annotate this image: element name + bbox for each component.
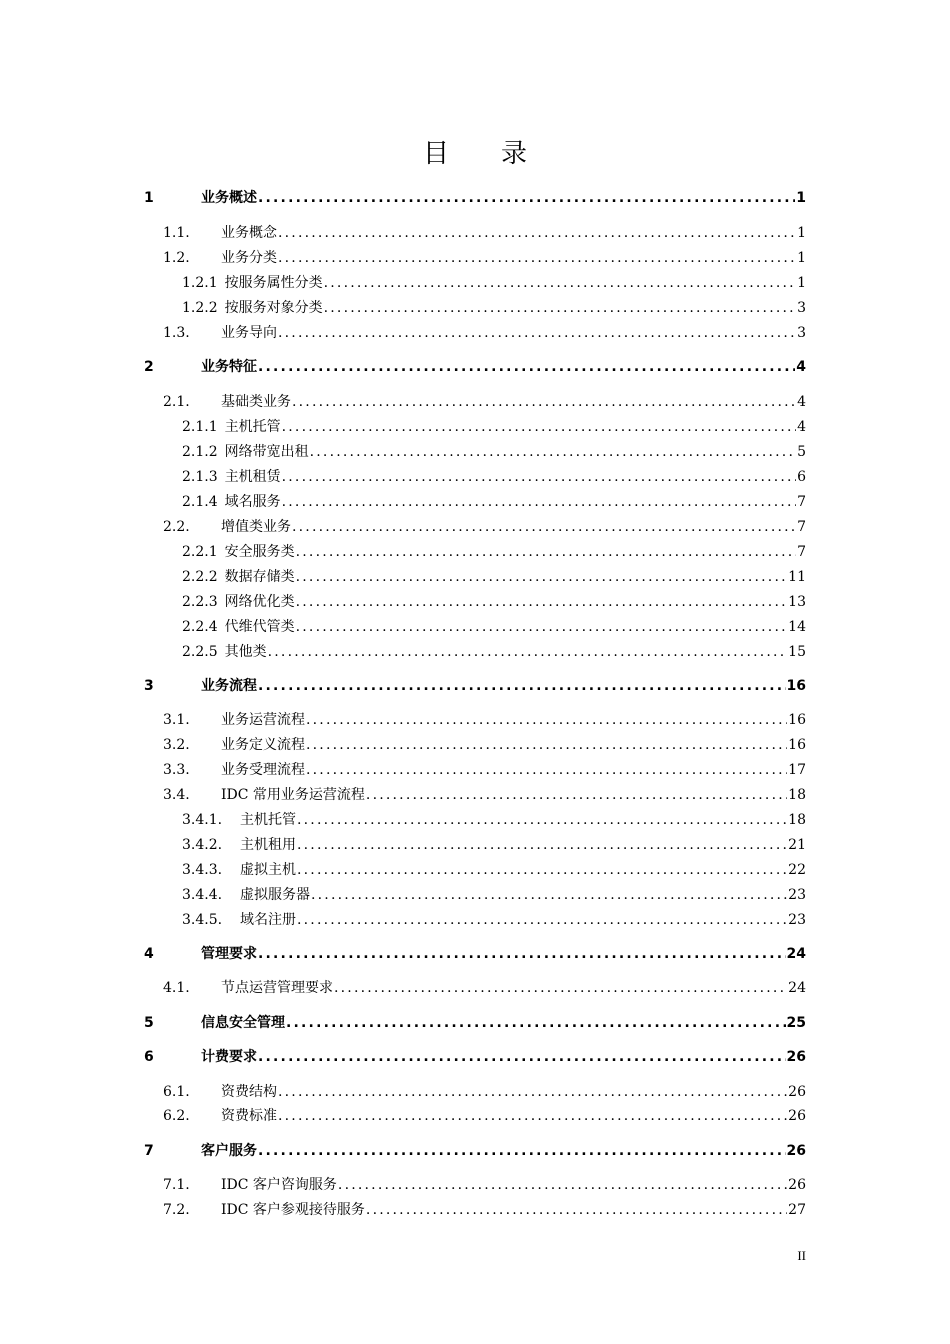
toc-entry-title: 业务流程 <box>201 678 257 694</box>
toc-entry-number: 2.1.3 <box>182 469 218 485</box>
toc-leader-dots <box>334 979 787 997</box>
toc-leader-dots <box>306 736 787 754</box>
toc-entry-title: 业务定义流程 <box>221 737 305 753</box>
toc-entry-page: 1 <box>797 225 806 241</box>
toc-entry-page: 24 <box>788 980 806 996</box>
toc-entry[interactable] <box>163 711 806 729</box>
toc-entry[interactable] <box>163 979 806 997</box>
toc-entry[interactable] <box>144 358 806 376</box>
toc-entry[interactable] <box>182 443 806 461</box>
toc-entry-title: 主机托管 <box>224 419 281 435</box>
toc-entry-page: 22 <box>788 862 806 878</box>
toc-entry-title: 主机托管 <box>240 812 296 828</box>
page-title <box>0 133 950 170</box>
toc-entry-title: 业务运营流程 <box>221 712 305 728</box>
toc-entry-title: 业务概念 <box>221 225 277 241</box>
toc-entry[interactable] <box>182 543 806 561</box>
toc-entry-number: 3.4. <box>163 787 190 803</box>
toc-entry-title: 计费要求 <box>201 1049 257 1065</box>
toc-entry-number: 5 <box>144 1015 154 1031</box>
toc-entry-page: 26 <box>788 1084 806 1100</box>
toc-leader-dots <box>278 224 796 242</box>
toc-entry[interactable] <box>182 299 806 317</box>
toc-entry-page: 13 <box>788 594 806 610</box>
toc-entry-number: 7 <box>144 1143 154 1159</box>
toc-entry[interactable] <box>163 393 806 411</box>
toc-leader-dots <box>282 468 796 486</box>
toc-entry-page: 26 <box>786 1049 806 1065</box>
toc-entry-page: 14 <box>788 619 806 635</box>
toc-entry-number: 2.2. <box>163 519 190 535</box>
toc-entry-number: 6 <box>144 1049 154 1065</box>
toc-leader-dots <box>297 861 787 879</box>
toc-leader-dots <box>282 418 796 436</box>
toc-entry-page: 26 <box>786 1143 806 1159</box>
toc-entry-number: 6.1. <box>163 1084 190 1100</box>
toc-entry-page: 1 <box>796 190 806 206</box>
toc-entry[interactable] <box>144 189 806 207</box>
toc-entry-number: 3.4.1. <box>182 812 223 828</box>
toc-leader-dots <box>258 189 795 207</box>
toc-entry-page: 23 <box>788 887 806 903</box>
toc-entry-number: 3 <box>144 678 154 694</box>
toc-entry-title: 业务概述 <box>201 190 257 206</box>
toc-entry[interactable] <box>144 1014 806 1032</box>
toc-entry-page: 17 <box>788 762 806 778</box>
toc-entry-page: 26 <box>788 1108 806 1124</box>
toc-entry-page: 7 <box>797 544 806 560</box>
toc-leader-dots <box>338 1176 787 1194</box>
toc-entry-title: 管理要求 <box>201 946 257 962</box>
toc-entry-page: 23 <box>788 912 806 928</box>
toc-entry-title: 网络优化类 <box>224 594 295 610</box>
toc-entry-number: 2.2.3 <box>182 594 218 610</box>
toc-entry[interactable] <box>182 493 806 511</box>
toc-entry-page: 21 <box>788 837 806 853</box>
toc-entry[interactable] <box>163 786 806 804</box>
toc-leader-dots <box>296 618 788 636</box>
toc-entry-page: 27 <box>788 1202 806 1218</box>
toc-entry-page: 26 <box>788 1177 806 1193</box>
toc-entry-page: 18 <box>788 787 806 803</box>
toc-entry-number: 3.4.3. <box>182 862 223 878</box>
toc-leader-dots <box>366 1201 787 1219</box>
toc-entry-page: 16 <box>788 712 806 728</box>
toc-leader-dots <box>297 811 787 829</box>
toc-entry-title: 业务分类 <box>221 250 277 266</box>
toc-leader-dots <box>311 886 787 904</box>
toc-entry-title: 业务导向 <box>221 325 277 341</box>
toc-entry[interactable] <box>163 761 806 779</box>
toc-entry-page: 11 <box>788 569 806 585</box>
toc-entry-title: 资费标准 <box>221 1108 277 1124</box>
toc-entry-number: 2.2.1 <box>182 544 218 560</box>
title-char-1: 目 <box>422 139 449 169</box>
toc-entry-title: 网络带宽出租 <box>224 444 309 460</box>
toc-leader-dots <box>306 711 787 729</box>
toc-entry[interactable] <box>182 643 806 661</box>
toc-entry[interactable] <box>163 224 806 242</box>
toc-entry[interactable] <box>182 836 806 854</box>
toc-entry-number: 1.2. <box>163 250 190 266</box>
title-char-2: 录 <box>501 139 528 169</box>
toc-leader-dots <box>297 836 787 854</box>
toc-leader-dots <box>297 911 787 929</box>
toc-leader-dots <box>278 324 796 342</box>
toc-entry[interactable] <box>163 1083 806 1101</box>
toc-entry-title: 业务特征 <box>201 359 257 375</box>
toc-leader-dots <box>324 299 796 317</box>
toc-entry-page: 4 <box>797 394 806 410</box>
toc-entry-number: 1.2.2 <box>182 300 218 316</box>
toc-entry-title: 代维代管类 <box>224 619 295 635</box>
toc-entry-number: 1.1. <box>163 225 190 241</box>
toc-entry-page: 25 <box>786 1015 806 1031</box>
toc-leader-dots <box>278 249 796 267</box>
toc-entry[interactable] <box>182 468 806 486</box>
toc-entry-title: IDC 客户咨询服务 <box>221 1177 337 1193</box>
toc-leader-dots <box>268 643 788 661</box>
toc-entry-page: 18 <box>788 812 806 828</box>
toc-entry[interactable] <box>182 418 806 436</box>
toc-entry-page: 7 <box>797 519 806 535</box>
toc-entry-number: 3.3. <box>163 762 190 778</box>
toc-entry[interactable] <box>182 861 806 879</box>
toc-entry[interactable] <box>163 1201 806 1219</box>
toc-entry-title: 虚拟主机 <box>240 862 296 878</box>
toc-entry[interactable] <box>182 618 806 636</box>
toc-entry[interactable] <box>163 736 806 754</box>
toc-entry-title: 主机租用 <box>240 837 296 853</box>
toc-entry-number: 7.1. <box>163 1177 190 1193</box>
toc-entry-page: 7 <box>797 494 806 510</box>
toc-entry-number: 3.1. <box>163 712 190 728</box>
toc-entry-page: 16 <box>788 737 806 753</box>
toc-entry-number: 2.1.4 <box>182 494 218 510</box>
toc-leader-dots <box>258 677 786 695</box>
toc-entry-title: 主机租赁 <box>224 469 281 485</box>
toc-entry-number: 1 <box>144 190 154 206</box>
toc-entry-number: 3.4.5. <box>182 912 223 928</box>
toc-entry-number: 7.2. <box>163 1202 190 1218</box>
toc-entry-title: 域名注册 <box>240 912 296 928</box>
toc-leader-dots <box>296 593 788 611</box>
toc-entry-title: 增值类业务 <box>221 519 291 535</box>
toc-entry-page: 5 <box>797 444 806 460</box>
toc-leader-dots <box>258 945 786 963</box>
toc-entry-title: 信息安全管理 <box>201 1015 285 1031</box>
toc-entry-page: 6 <box>797 469 806 485</box>
toc-leader-dots <box>296 568 788 586</box>
toc-entry[interactable] <box>163 249 806 267</box>
toc-leader-dots <box>292 518 796 536</box>
toc-entry-page: 3 <box>797 300 806 316</box>
toc-entry-number: 4 <box>144 946 154 962</box>
toc-entry-title: 节点运营管理要求 <box>221 980 333 996</box>
toc-entry[interactable] <box>163 1107 806 1125</box>
toc-entry-number: 2.1.1 <box>182 419 218 435</box>
toc-entry-title: IDC 客户参观接待服务 <box>221 1202 365 1218</box>
toc-entry-number: 3.4.4. <box>182 887 223 903</box>
toc-entry[interactable] <box>144 945 806 963</box>
toc-entry-title: 客户服务 <box>201 1143 257 1159</box>
toc-leader-dots <box>278 1083 787 1101</box>
toc-entry-title: 数据存储类 <box>224 569 295 585</box>
toc-entry-number: 2.1. <box>163 394 190 410</box>
toc-entry-number: 3.4.2. <box>182 837 223 853</box>
toc-entry-page: 4 <box>796 359 806 375</box>
toc-entry-title: 域名服务 <box>224 494 281 510</box>
toc-entry-number: 3.2. <box>163 737 190 753</box>
toc-entry[interactable] <box>144 677 806 695</box>
toc-entry[interactable] <box>182 911 806 929</box>
toc-entry-number: 1.2.1 <box>182 275 218 291</box>
toc-entry-title: 虚拟服务器 <box>240 887 310 903</box>
toc-entry-number: 2.2.2 <box>182 569 218 585</box>
toc-entry-number: 2 <box>144 359 154 375</box>
toc-leader-dots <box>282 493 796 511</box>
toc-entry-title: 资费结构 <box>221 1084 277 1100</box>
toc-entry-number: 4.1. <box>163 980 190 996</box>
toc-entry[interactable] <box>182 811 806 829</box>
toc-entry-title: 安全服务类 <box>224 544 295 560</box>
toc-entry-page: 24 <box>786 946 806 962</box>
toc-leader-dots <box>292 393 796 411</box>
toc-leader-dots <box>310 443 796 461</box>
toc-leader-dots <box>258 358 795 376</box>
toc-entry-page: 16 <box>786 678 806 694</box>
toc-entry-page: 1 <box>797 250 806 266</box>
toc-leader-dots <box>258 1142 786 1160</box>
toc-entry-title: IDC 常用业务运营流程 <box>221 787 365 803</box>
toc-leader-dots <box>296 543 796 561</box>
toc-entry-page: 15 <box>788 644 806 660</box>
toc-entry[interactable] <box>163 324 806 342</box>
toc-entry-page: 3 <box>797 325 806 341</box>
page-number: II <box>797 1248 806 1263</box>
toc-entry[interactable] <box>144 1048 806 1066</box>
toc-entry-title: 其他类 <box>224 644 267 660</box>
toc-entry-number: 2.2.5 <box>182 644 218 660</box>
toc-entry[interactable] <box>182 274 806 292</box>
toc-entry[interactable] <box>163 1176 806 1194</box>
toc-entry[interactable] <box>163 518 806 536</box>
toc-entry[interactable] <box>182 568 806 586</box>
toc-entry-number: 2.1.2 <box>182 444 218 460</box>
toc-leader-dots <box>258 1048 786 1066</box>
toc-leader-dots <box>278 1107 787 1125</box>
toc-leader-dots <box>306 761 787 779</box>
toc-entry[interactable] <box>182 593 806 611</box>
toc-entry-title: 基础类业务 <box>221 394 291 410</box>
toc-entry-page: 4 <box>797 419 806 435</box>
toc-entry[interactable] <box>182 886 806 904</box>
toc-entry-number: 1.3. <box>163 325 190 341</box>
toc-leader-dots <box>324 274 796 292</box>
toc-entry-title: 按服务对象分类 <box>224 300 323 316</box>
toc-entry-title: 业务受理流程 <box>221 762 305 778</box>
toc-leader-dots <box>286 1014 786 1032</box>
toc-entry-page: 1 <box>797 275 806 291</box>
toc-entry-title: 按服务属性分类 <box>224 275 323 291</box>
toc-entry-number: 2.2.4 <box>182 619 218 635</box>
toc-entry[interactable] <box>144 1142 806 1160</box>
toc-leader-dots <box>366 786 787 804</box>
toc-entry-number: 6.2. <box>163 1108 190 1124</box>
